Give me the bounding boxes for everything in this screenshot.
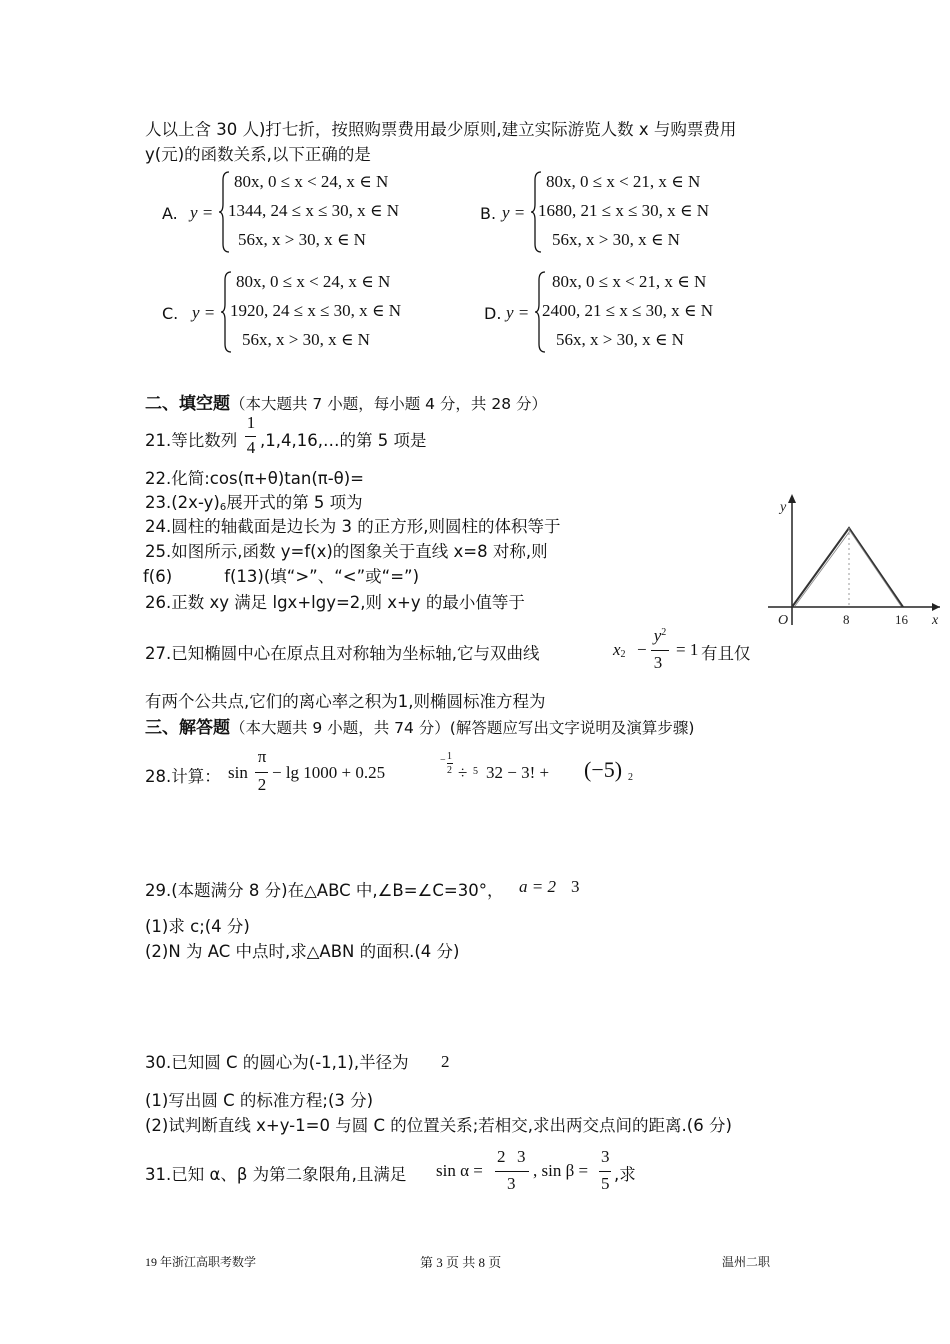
origin-label: O (778, 613, 789, 628)
piece-row: 56x, x > 30, x ∈ N (552, 230, 680, 249)
piece-row: 56x, x > 30, x ∈ N (556, 330, 684, 349)
q30-radius: 2 (441, 1052, 450, 1071)
choice-lhs: y = (192, 303, 216, 322)
x-label: x (932, 613, 939, 628)
intro-line-2: y(元)的函数关系,以下正确的是 (145, 145, 371, 164)
piece-row: 56x, x > 30, x ∈ N (238, 230, 366, 249)
section-note: （本大题共 9 小题，共 74 分）(解答题应写出文字说明及演算步骤) (230, 719, 695, 737)
fraction-bar (447, 763, 453, 764)
q21-post: ,1,4,16,…的第 5 项是 (260, 431, 427, 450)
tick-16-label: 16 (895, 612, 908, 627)
choice-lhs: y = (506, 303, 530, 322)
piece-row: 80x, 0 ≤ x < 21, x ∈ N (552, 272, 707, 291)
function-curve (792, 528, 903, 607)
q28-exp-neg: − (440, 755, 446, 766)
choice-label: B. (480, 204, 497, 223)
q31-sinb: , sin β = (533, 1161, 589, 1180)
q27-minus: − (637, 640, 647, 659)
q23-exp: 6 (219, 502, 227, 513)
q31-b-den: 5 (601, 1174, 610, 1193)
y-label: y (780, 500, 787, 515)
footer-page: 第 3 页 共 8 页 (420, 1255, 502, 1270)
q28-paren-exp: 2 (628, 772, 633, 783)
q28-exp-den: 2 (447, 765, 452, 776)
q31-a-num: 2 (497, 1147, 506, 1166)
question-24: 24.圆柱的轴截面是边长为 3 的正方形,则圆柱的体积等于 (145, 517, 561, 536)
question-26: 26.正数 xy 满足 lgx+lgy=2,则 x+y 的最小值等于 (145, 593, 525, 612)
q27-den: 3 (653, 653, 663, 672)
q31-pre: 31.已知 α、β 为第二象限角,且满足 (145, 1165, 407, 1184)
fraction-bar (245, 436, 256, 437)
q29-line1: 29.(本题满分 8 分)在△ABC 中,∠B=∠C=30°， (145, 881, 504, 900)
q25-f6: f(6) (143, 567, 173, 586)
question-25-line1: 25.如图所示,函数 y=f(x)的图象关于直线 x=8 对称,则 (145, 542, 548, 561)
section-title: 二、填空题 (145, 394, 230, 414)
section-3-heading (145, 713, 694, 738)
fraction-bar (651, 650, 669, 651)
function-curve-shadow (795, 531, 901, 606)
piece-row: 1920, 24 ≤ x ≤ 30, x ∈ N (230, 301, 402, 320)
piece-row: 80x, 0 ≤ x < 24, x ∈ N (236, 272, 391, 291)
q29-a: a = 2 (519, 877, 556, 896)
q28-root-index: 5 (473, 766, 478, 777)
q23-post: 展开式的第 5 项为 (226, 493, 363, 512)
piece-row: 56x, x > 30, x ∈ N (242, 330, 370, 349)
frac-den: 4 (246, 438, 256, 457)
q21-pre: 21.等比数列 (145, 431, 238, 450)
q30-part1: (1)写出圆 C 的标准方程;(3 分) (145, 1091, 374, 1110)
tick-8-label: 8 (843, 612, 850, 627)
q27-post: 有且仅 (701, 644, 751, 663)
question-25-line2 (143, 563, 419, 587)
section-note: （本大题共 7 小题，每小题 4 分，共 28 分） (230, 395, 548, 413)
q29-part1: (1)求 c;(4 分) (145, 917, 250, 936)
x-axis-arrow-icon (932, 603, 940, 611)
q28-rest2: ÷ (458, 763, 468, 782)
q31-post: ,求 (614, 1165, 636, 1184)
choice-label: D. (484, 304, 502, 323)
intro-line-1: 人以上含 30 人)打七折，按照购票费用最少原则,建立实际游览人数 x 与购票费用 (145, 120, 737, 139)
q30-part2: (2)试判断直线 x+y-1=0 与圆 C 的位置关系;若相交,求出两交点间的距离.(6 分) (145, 1116, 732, 1135)
question-23 (145, 489, 363, 513)
q29-sqrt3: 3 (571, 877, 580, 896)
q27-line2: 有两个公共点,它们的离心率之积为1,则椭圆标准方程为 (145, 692, 546, 711)
piece-row: 2400, 21 ≤ x ≤ 30, x ∈ N (542, 301, 714, 320)
q28-pi: π (257, 747, 267, 766)
choice-lhs: y = (190, 203, 214, 222)
q31-b-num: 3 (601, 1147, 610, 1166)
q27-num: $y^2$ (653, 626, 667, 645)
q28-sin: sin (228, 763, 248, 782)
fraction-bar (255, 772, 268, 773)
choice-lhs: y = (502, 203, 526, 222)
function-graph (762, 490, 944, 630)
q28-exp-num: 1 (447, 751, 452, 762)
q30-line1: 30.已知圆 C 的圆心为(-1,1),半径为 (145, 1053, 409, 1072)
choice-label: A. (162, 204, 178, 223)
footer-left: 19 年浙江高职考数学 (145, 1255, 257, 1269)
q31-a-den: 3 (507, 1174, 516, 1193)
section-2-heading (145, 389, 547, 414)
y-axis-arrow-icon (788, 494, 796, 503)
piece-row: 80x, 0 ≤ x < 21, x ∈ N (546, 172, 701, 191)
piece-row: 1344, 24 ≤ x ≤ 30, x ∈ N (228, 201, 400, 220)
fraction-bar (599, 1171, 611, 1172)
section-title: 三、解答题 (145, 718, 230, 738)
q31-a-sqrt: 3 (517, 1147, 526, 1166)
footer-right: 温州二职 (722, 1255, 771, 1269)
q28-two: 2 (257, 775, 267, 794)
question-22: 22.化简:cos(π+θ)tan(π-θ)= (145, 469, 365, 488)
q27-eq: = 1 (676, 640, 699, 659)
frac-num: 1 (246, 413, 256, 432)
q28-rest1: − lg 1000 + 0.25 (272, 763, 386, 782)
q31-sina: sin α = (436, 1161, 483, 1180)
q29-part2: (2)N 为 AC 中点时,求△ABN 的面积.(4 分) (145, 942, 460, 961)
q25-f13: f(13)(填“>”、“<”或“=”) (224, 567, 420, 586)
piece-row: 1680, 21 ≤ x ≤ 30, x ∈ N (538, 201, 710, 220)
q27-pre: 27.已知椭圆中心在原点且对称轴为坐标轴,它与双曲线 (145, 644, 540, 663)
fraction-bar (495, 1171, 529, 1172)
q28-pre: 28.计算： (145, 767, 221, 786)
piece-row: 80x, 0 ≤ x < 24, x ∈ N (234, 172, 389, 191)
q23-pre: 23.(2x-y) (145, 493, 220, 512)
choice-label: C. (162, 304, 179, 323)
q27-x2: x2 (613, 640, 626, 660)
q28-rest3: 32 − 3! + (486, 763, 550, 782)
q28-paren: (−5) (584, 757, 623, 782)
